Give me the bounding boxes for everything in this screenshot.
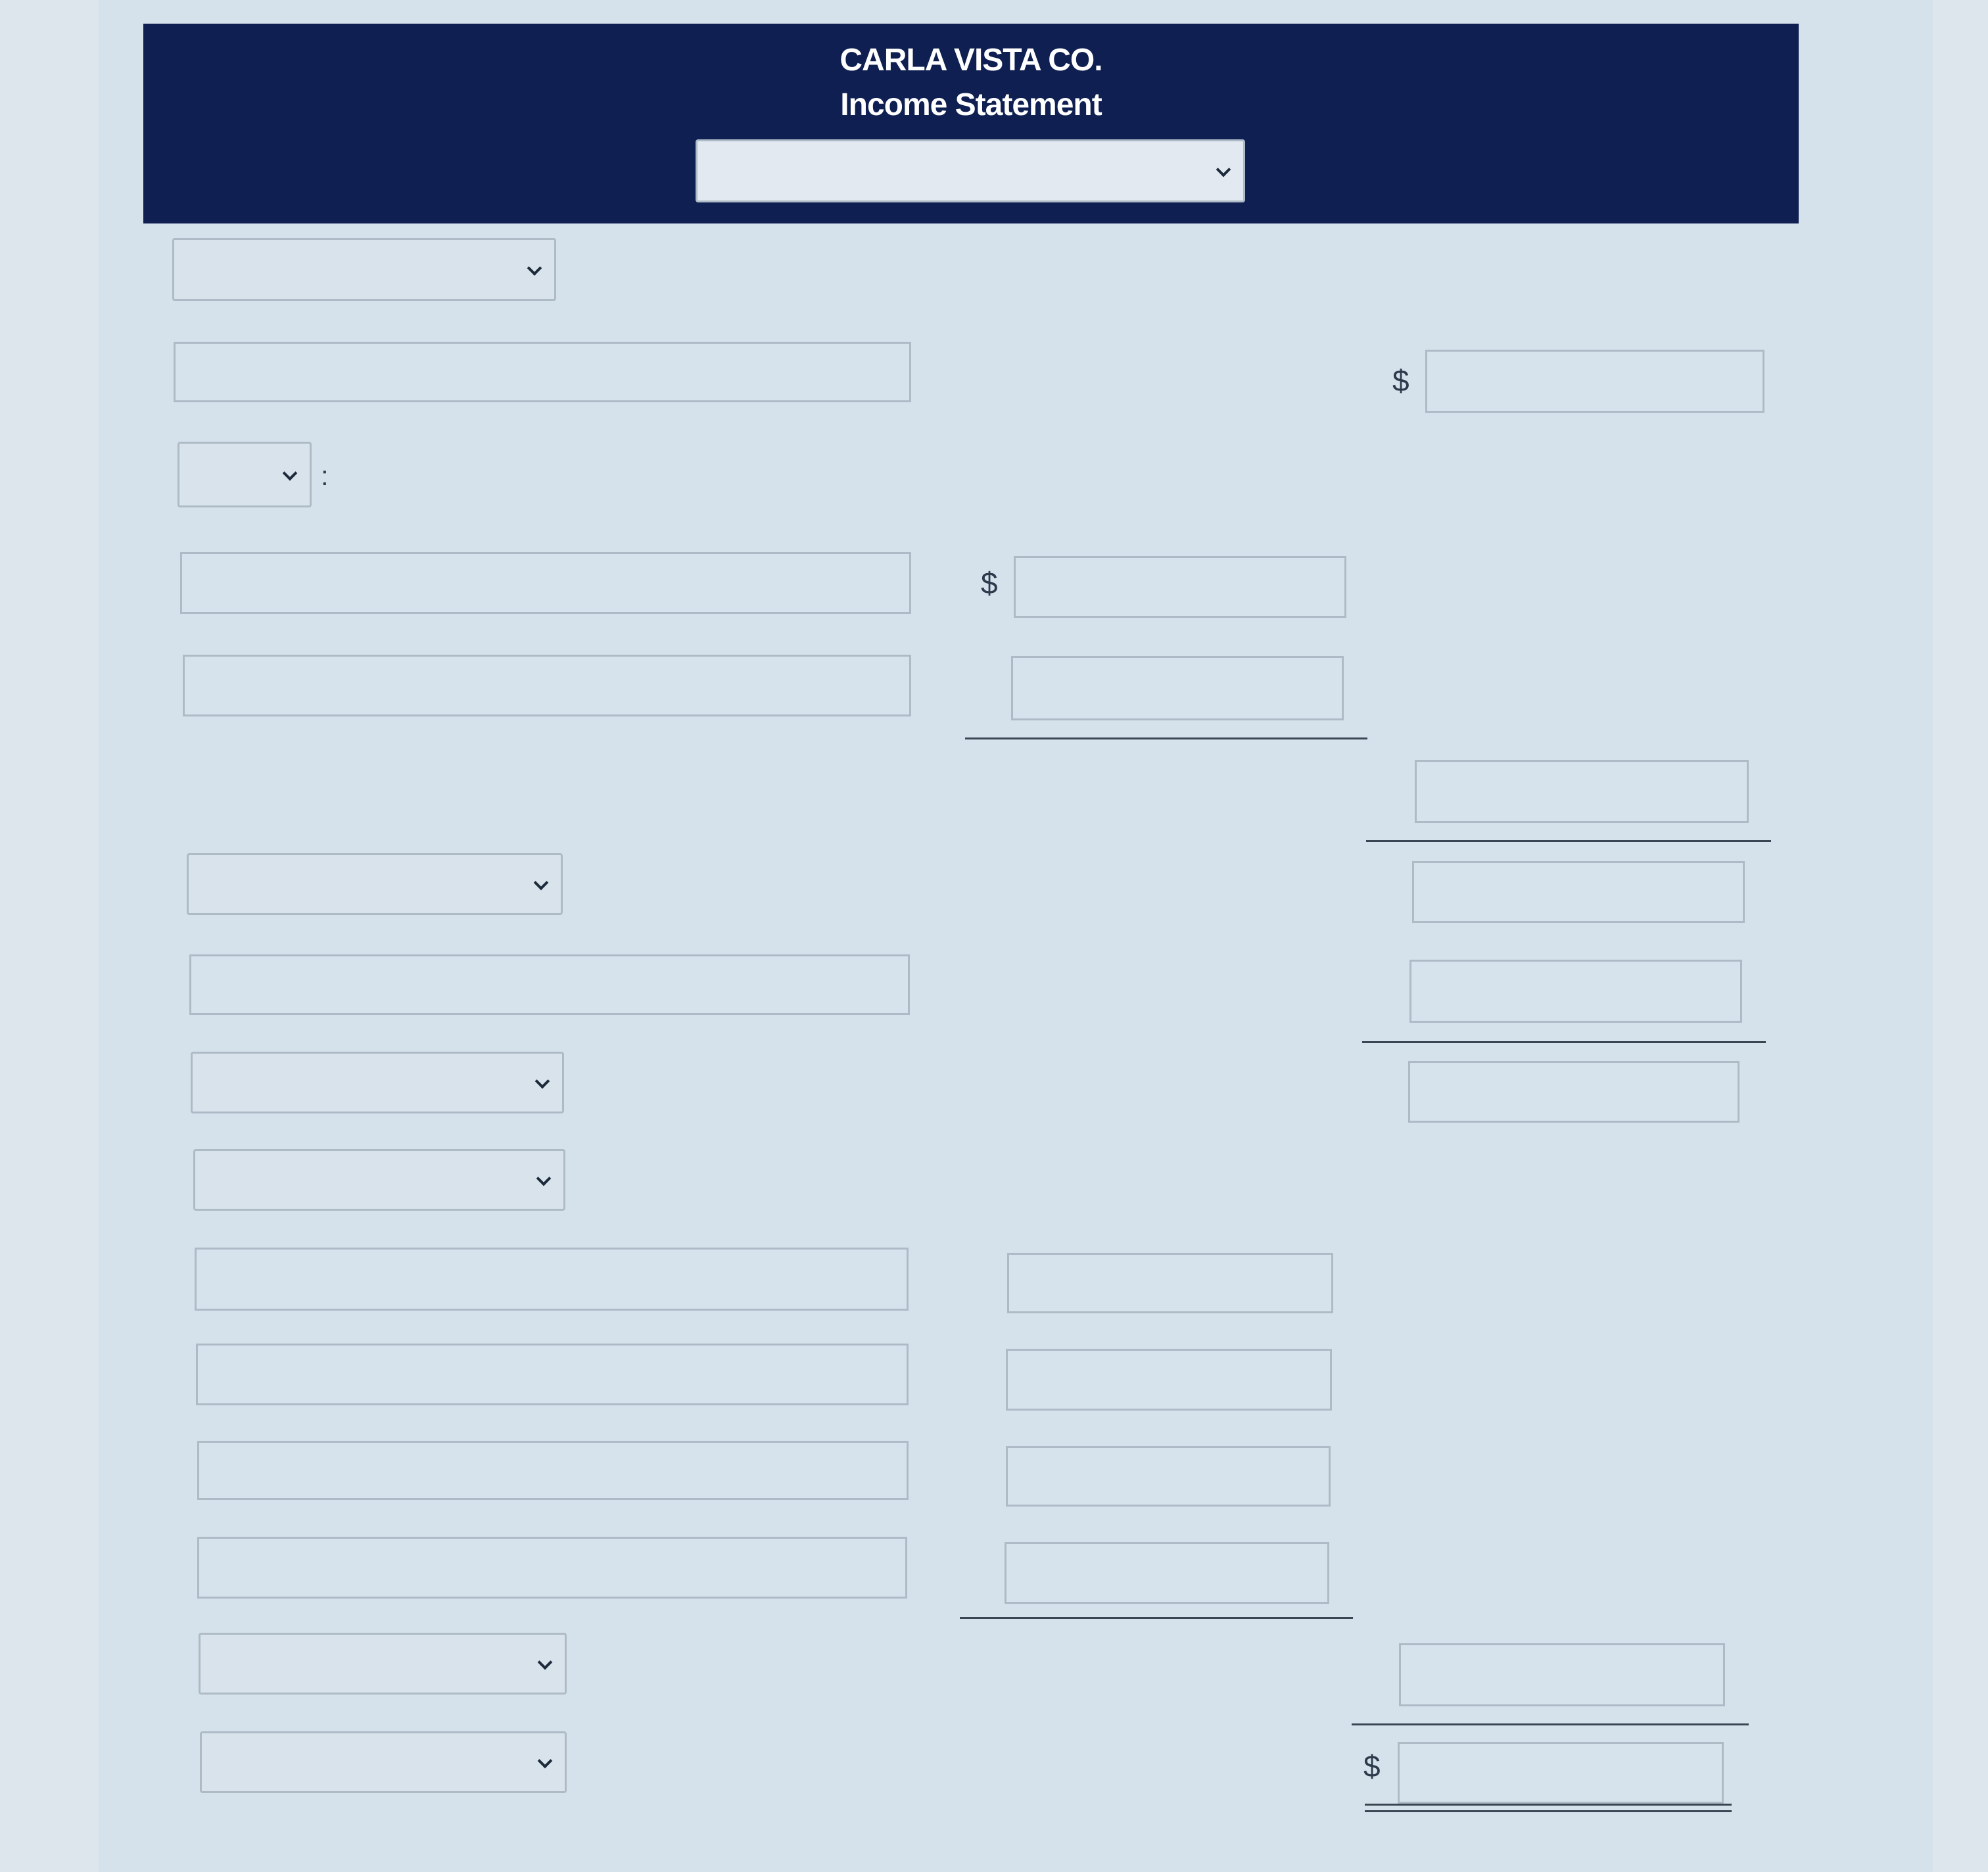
account-label-input-4[interactable] (189, 954, 910, 1015)
chevron-down-icon (1216, 162, 1231, 177)
statement-title: Income Statement (840, 87, 1102, 122)
section-select-3[interactable] (191, 1052, 564, 1113)
amount-input-right-1[interactable] (1425, 350, 1764, 413)
amount-input-mid-1[interactable] (1014, 556, 1346, 618)
currency-symbol-2: $ (981, 566, 998, 600)
section-select-small[interactable] (178, 442, 312, 507)
amount-input-mid-2[interactable] (1011, 656, 1344, 720)
chevron-down-icon (538, 1754, 553, 1769)
amount-input-right-2[interactable] (1415, 760, 1749, 823)
chevron-down-icon (535, 1074, 550, 1089)
currency-symbol-3: $ (1363, 1749, 1381, 1783)
chevron-down-icon (534, 876, 549, 891)
period-select[interactable] (696, 139, 1245, 202)
account-label-input-6[interactable] (196, 1344, 909, 1405)
section-select-2[interactable] (187, 853, 563, 915)
currency-symbol-1: $ (1392, 363, 1409, 398)
section-select-5[interactable] (199, 1633, 567, 1695)
total-double-rule-top (1365, 1804, 1732, 1806)
account-label-input-8[interactable] (197, 1537, 907, 1599)
total-double-rule-bottom (1365, 1810, 1732, 1812)
subtotal-rule-right-2 (1362, 1041, 1766, 1043)
subtotal-rule-right-3 (1352, 1723, 1749, 1725)
amount-input-mid-3[interactable] (1007, 1253, 1333, 1313)
amount-input-right-3[interactable] (1412, 861, 1745, 923)
amount-input-total[interactable] (1398, 1742, 1724, 1804)
amount-input-right-5[interactable] (1408, 1061, 1740, 1123)
section-select-6[interactable] (200, 1731, 567, 1793)
amount-input-right-6[interactable] (1399, 1643, 1725, 1706)
subtotal-rule-right-1 (1366, 840, 1771, 842)
subtotal-rule-mid-1 (965, 737, 1367, 739)
statement-header (143, 24, 1799, 223)
section-select-4[interactable] (193, 1149, 565, 1211)
account-label-input-2[interactable] (180, 552, 911, 614)
chevron-down-icon (536, 1171, 552, 1186)
section-select-1[interactable] (172, 238, 556, 301)
chevron-down-icon (538, 1655, 553, 1670)
account-label-input-3[interactable] (183, 655, 911, 716)
company-name: CARLA VISTA CO. (840, 43, 1102, 78)
account-label-input-1[interactable] (174, 342, 911, 402)
chevron-down-icon (283, 466, 298, 481)
amount-input-mid-6[interactable] (1005, 1542, 1329, 1604)
subtotal-rule-mid-2 (960, 1617, 1353, 1619)
amount-input-mid-4[interactable] (1006, 1349, 1332, 1411)
account-label-input-7[interactable] (197, 1441, 909, 1500)
amount-input-right-4[interactable] (1409, 960, 1742, 1023)
account-label-input-5[interactable] (195, 1248, 909, 1311)
chevron-down-icon (527, 261, 542, 276)
colon-label: : (321, 460, 329, 491)
amount-input-mid-5[interactable] (1006, 1446, 1331, 1507)
